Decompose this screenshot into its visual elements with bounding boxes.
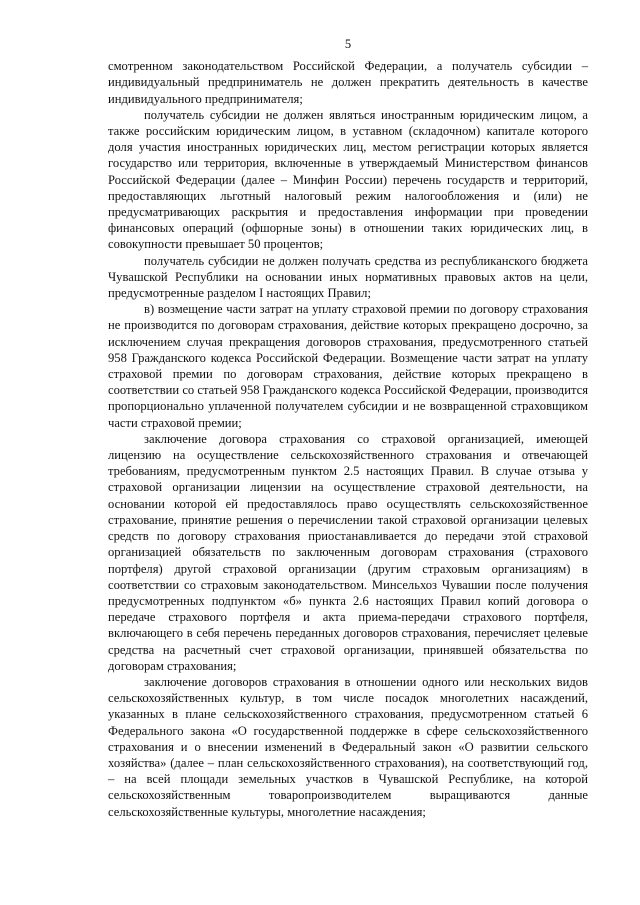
document-page <box>108 36 588 820</box>
paragraph-continuation: смотренном законодательством Российской Федерации, а получатель субсидии – индивидуальный предприниматель не должен прекратить деятельность в качестве индивидуального предпринимателя; <box>108 59 588 106</box>
paragraph-foreign-entity: получатель субсидии не должен являться иностранным юридическим лицом, а также российским юридическим лицом, в уставном (складочном) капитале которого доля участия иностранных юридических лиц, местом регистрации которых является государство или территория, включенные в утверждаемый Министерством финансов Российской Федерации (далее – Минфин России) перечень государств и территорий, предоставляющих льготный налоговый режим налогообложения и (или) не предусматривающих раскрытия и предоставления информации при проведении финансовых операций (офшорные зоны) в отношении таких юридических лиц, в совокупности превышает 50 процентов; <box>108 107 588 252</box>
paragraph-insurance-contract: заключение договора страхования со страховой организацией, имеющей лицензию на осуществление сельскохозяйственного страхования и отвечающей требованиям, предусмотренным пунктом 2.5 настоящих Правил. В случае отзыва у страховой организации лицензии на осуществление страховой деятельности, на основании которой ей предоставлялось право осуществлять сельскохозяйственное страхование, принятие решения о перечислении такой страховой организации целевых средств по договору страхования приостанавливается до передачи этой страховой организацией обязательств по заключенным договорам страхования (страхового портфеля) другой страховой организации (другим страховым организациям) в соответствии со страховым законодательством. Минсельхоз Чувашии после получения предусмотренных подпунктом «б» пункта 2.6 настоящих Правил копий договора о передаче страхового портфеля и акта приема-передачи страхового портфеля, включающего в себя перечень переданных договоров страхования, перечисляет целевые средства на расчетный счет страховой организации, принявшей обязательства по договорам страхования; <box>108 431 588 673</box>
paragraph-item-v: в) возмещение части затрат на уплату страховой премии по договору страхования не производится по договорам страхования, действие которых прекращено досрочно, за исключением случая прекращения договоров страхования, предусмотренного статьей 958 Гражданского кодекса Российской Федерации. Возмещение части затрат на уплату страховой премии по договорам страхования, действие которых прекращено в соответствии со статьей 958 Гражданского кодекса Российской Федерации, производится пропорционально уплаченной получателем субсидии и не возвращенной страховщиком части страховой премии; <box>108 302 588 430</box>
paragraph-other-funds: получатель субсидии не должен получать средства из республиканского бюджета Чувашской Республики на основании иных нормативных правовых актов на цели, предусмотренные разделом I настоящих Правил; <box>108 253 588 301</box>
paragraph-crop-insurance: заключение договоров страхования в отношении одного или нескольких видов сельскохозяйственных культур, в том числе посадок многолетних насаждений, указанных в плане сельскохозяйственного страхования, предусмотренном статьей 6 Федерального закона «О государственной поддержке в сфере сельскохозяйственного страхования и о внесении изменений в Федеральный закон «О развитии сельского хозяйства» (далее – план сельскохозяйственного страхования), на соответствующий год, – на всей площади земельных участков в Чувашской Республике, на которой сельскохозяйственным товаропроизводителем выращиваются данные сельскохозяйственные культуры, многолетние насаждения; <box>108 674 588 819</box>
page-number: 5 <box>344 37 352 51</box>
